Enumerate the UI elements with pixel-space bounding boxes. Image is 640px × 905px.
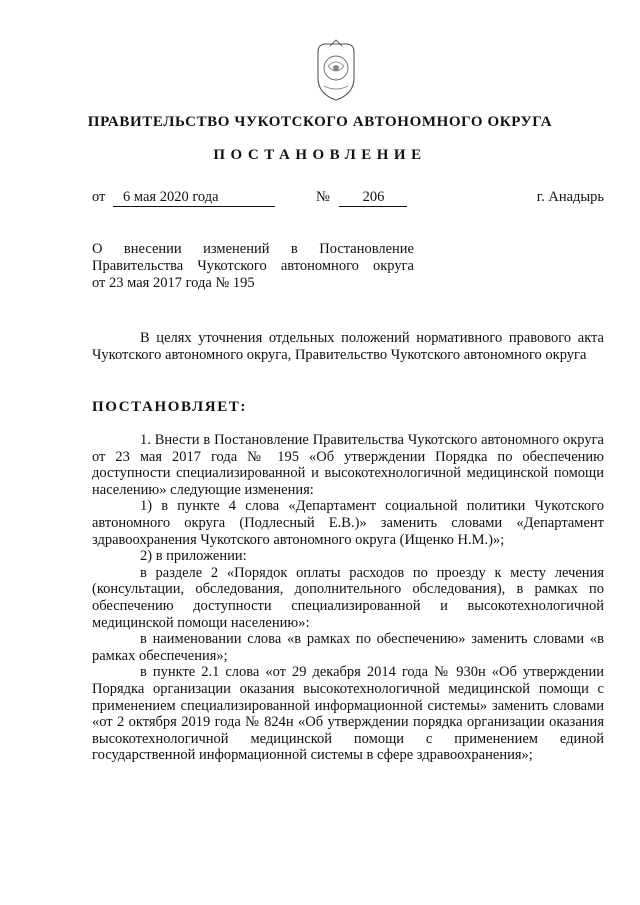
date-block [92, 188, 275, 207]
decree-word: ПОСТАНОВЛЯЕТ: [92, 399, 248, 415]
number-sign: № [316, 189, 330, 205]
subject-line: Правительства Чукотского автономного округа [92, 258, 414, 274]
resolution-heading: ПОСТАНОВЛЕНИЕ [213, 147, 427, 163]
decree-body [92, 432, 604, 764]
paragraph: в пункте 2.1 слова «от 29 декабря 2014 года № 930н «Об утверждении Порядка организации оказания высокотехнологичной медицинской помощи с применением специализированной информационной системы» заменить словами «от 2 октября 2019 года № 824н «Об утверждении порядка организации оказания высокотехнологичной медицинской помощи с применением единой государственной информационной системы в сфере здравоохранения»; [92, 664, 604, 764]
subject-line: О внесении изменений в Постановление [92, 241, 414, 257]
paragraph: 1) в пункте 4 слова «Департамент социальной политики Чукотского автономного округа (Подлесный Е.В.)» заменить словами «Департамент здравоохранения Чукотского автономного округа (Ищенко Н.М.)»; [92, 498, 604, 548]
paragraph: в наименовании слова «в рамках по обеспечению» заменить словами «в рамках обеспечения»; [92, 631, 604, 664]
subject-line: от 23 мая 2017 года № 195 [92, 275, 255, 291]
coat-of-arms-icon [312, 38, 360, 104]
government-heading: ПРАВИТЕЛЬСТВО ЧУКОТСКОГО АВТОНОМНОГО ОКРУГА [87, 114, 553, 130]
preamble-text: В целях уточнения отдельных положений нормативного правового акта Чукотского автономного округа, Правительство Чукотского автономного округа [92, 330, 604, 363]
paragraph: в разделе 2 «Порядок оплаты расходов по проезду к месту лечения (консультации, обследования, дополнительного обследования), в рамках по обеспечению доступности специализированной и высокотехнологичной медицинской помощи населению»: [92, 564, 604, 631]
paragraph: 2) в приложении: [140, 548, 247, 565]
date-prefix: от [92, 189, 106, 205]
decree-date: 6 мая 2020 года [113, 188, 275, 207]
preamble [92, 330, 604, 363]
city: г. Анадырь [536, 189, 604, 205]
paragraph: 1. Внести в Постановление Правительства Чукотского автономного округа от 23 мая 2017 года № 195 «Об утверждении Порядка по обеспечению доступности специализированной и высокотехнологичной медицинской помощи населению» следующие изменения: [92, 432, 604, 498]
decree-number: 206 [339, 188, 407, 207]
decree-subject [92, 241, 414, 292]
number-block [316, 188, 407, 207]
